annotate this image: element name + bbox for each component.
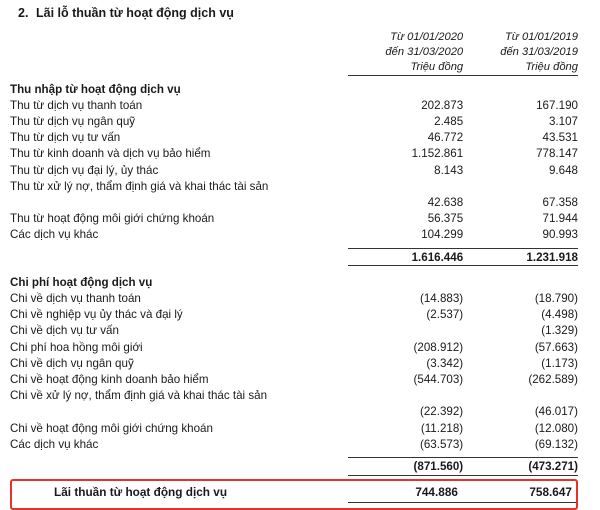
row-label: Chi về dịch vụ tư vấn	[10, 324, 119, 338]
row-value-2020	[348, 178, 463, 194]
column-header-1-line3: Triệu đồng	[410, 61, 464, 73]
table-row	[10, 420, 578, 436]
expense-total-2020: (871.560)	[413, 459, 464, 473]
table-row	[10, 130, 578, 146]
row-value-2019: (12.080)	[534, 421, 578, 435]
column-header-2-line3: Triệu đồng	[525, 61, 578, 73]
row-value-2019: 9.648	[548, 163, 578, 177]
column-header-1	[348, 30, 463, 75]
column-header-2-line2: đến 31/03/2019	[500, 46, 578, 58]
net-result-2020: 744.886	[415, 484, 458, 499]
header-blank	[10, 30, 348, 75]
financial-table	[10, 30, 578, 476]
column-header-1-line1: Từ 01/01/2020	[390, 31, 464, 43]
row-value-2020: (2.537)	[426, 308, 464, 322]
table-row	[10, 323, 578, 339]
net-result-row	[12, 485, 576, 499]
section-heading-expense: Chi phí hoạt động dịch vụ	[10, 275, 153, 289]
row-value-2020: (544.703)	[413, 372, 464, 386]
expense-total-row	[10, 458, 578, 474]
row-value-2020: (14.883)	[419, 291, 464, 305]
net-result-highlight	[10, 479, 578, 510]
row-label: Thu từ dịch vụ đại lý, ủy thác	[10, 163, 159, 177]
row-label: Các dịch vụ khác	[10, 228, 99, 242]
expense-total-2019: (473.271)	[528, 459, 578, 473]
row-value-2020: 202.873	[421, 98, 464, 112]
row-value-2020: 46.772	[427, 131, 464, 145]
table-row	[10, 371, 578, 387]
net-result-table	[12, 485, 576, 503]
row-value-2020: (63.573)	[419, 437, 464, 451]
table-row	[10, 355, 578, 371]
table-row	[10, 227, 578, 243]
note-title-row	[10, 6, 578, 20]
expense-total-rule	[10, 475, 578, 476]
row-value-2019: (69.132)	[534, 437, 578, 451]
row-value-2019: 167.190	[536, 98, 578, 112]
note-title: Lãi lỗ thuần từ hoạt động dịch vụ	[36, 6, 234, 20]
row-value-2019: (4.498)	[541, 308, 578, 322]
row-value-2020: (11.218)	[420, 421, 464, 435]
table-header	[10, 30, 578, 76]
row-label: Thu từ xử lý nợ, thẩm định giá và khai thác tài sản	[10, 179, 269, 193]
row-value-2019: 778.147	[536, 147, 578, 161]
row-value-2019: (262.589)	[528, 372, 578, 386]
row-value-2020: (208.912)	[413, 340, 464, 354]
table-row	[10, 97, 578, 113]
row-value-2019: (46.017)	[534, 405, 578, 419]
row-value-2019	[463, 178, 578, 194]
table-row	[10, 146, 578, 162]
net-result-underline-row	[12, 499, 576, 503]
section-heading-row	[10, 81, 578, 97]
row-value-2020: 2.485	[434, 114, 464, 128]
income-total-2019: 1.231.918	[526, 250, 578, 264]
row-value-2020	[348, 323, 463, 339]
row-value-2020: (22.392)	[419, 405, 464, 419]
table-row	[10, 436, 578, 452]
row-value-2020: 8.143	[434, 163, 464, 177]
row-label: Thu từ hoạt động môi giới chứng khoán	[10, 212, 215, 226]
row-label: Chi về xử lý nợ, thẩm định giá và khai thác tài sản	[10, 389, 268, 403]
row-value-2019: (18.790)	[534, 291, 578, 305]
row-label: Chi về nghiệp vụ ủy thác và đại lý	[10, 308, 183, 322]
table-row	[10, 339, 578, 355]
table-row	[10, 388, 578, 404]
row-label: Chi về hoạt động môi giới chứng khoán	[10, 421, 213, 435]
column-header-1-line2: đến 31/03/2020	[385, 46, 464, 58]
row-label: Chi về dịch vụ ngân quỹ	[10, 356, 134, 370]
row-label: Chi về hoạt động kinh doanh bảo hiểm	[10, 372, 209, 386]
row-label: Thu từ dịch vụ thanh toán	[10, 98, 143, 112]
row-value-2019: 3.107	[548, 114, 578, 128]
row-value-2020: (3.342)	[426, 356, 464, 370]
column-header-2-line1: Từ 01/01/2019	[504, 31, 578, 43]
row-value-2019: 67.358	[542, 195, 578, 209]
row-label: Thu từ dịch vụ tư vấn	[10, 131, 121, 145]
row-label: Thu từ kinh doanh và dịch vụ bảo hiểm	[10, 147, 211, 161]
section-heading-income: Thu nhập từ hoạt động dịch vụ	[10, 82, 181, 96]
row-label: Thu từ dịch vụ ngân quỹ	[10, 114, 136, 128]
net-result-box	[10, 479, 578, 510]
row-value-2020: 104.299	[421, 228, 464, 242]
table-row-values	[10, 404, 578, 420]
income-total-2020: 1.616.446	[411, 250, 464, 264]
row-value-2020: 1.152.861	[411, 147, 464, 161]
table-row	[10, 162, 578, 178]
row-value-2019: 71.944	[542, 212, 578, 226]
column-header-2	[463, 30, 578, 75]
note-number: 2.	[18, 6, 29, 20]
income-total-row	[10, 249, 578, 265]
net-result-label: Lãi thuần từ hoạt động dịch vụ	[54, 484, 228, 499]
table-row	[10, 113, 578, 129]
section-heading-row	[10, 274, 578, 290]
table-row	[10, 178, 578, 194]
row-label: Chi về dịch vụ thanh toán	[10, 291, 141, 305]
table-row	[10, 307, 578, 323]
row-value-2020: 56.375	[427, 212, 464, 226]
row-label: Các dịch vụ khác	[10, 437, 99, 451]
row-value-2019: (57.663)	[534, 340, 578, 354]
row-label: Chi phí hoa hồng môi giới	[10, 340, 143, 354]
row-value-2019: 43.531	[542, 131, 578, 145]
row-value-2020: 42.638	[427, 195, 464, 209]
row-value-2019: 90.993	[542, 228, 578, 242]
table-row	[10, 290, 578, 306]
net-result-2019: 758.647	[529, 484, 572, 499]
table-body	[10, 76, 578, 476]
row-value-2019: (1.329)	[541, 324, 578, 338]
table-row-values	[10, 194, 578, 210]
table-row	[10, 211, 578, 227]
row-value-2019: (1.173)	[541, 356, 578, 370]
